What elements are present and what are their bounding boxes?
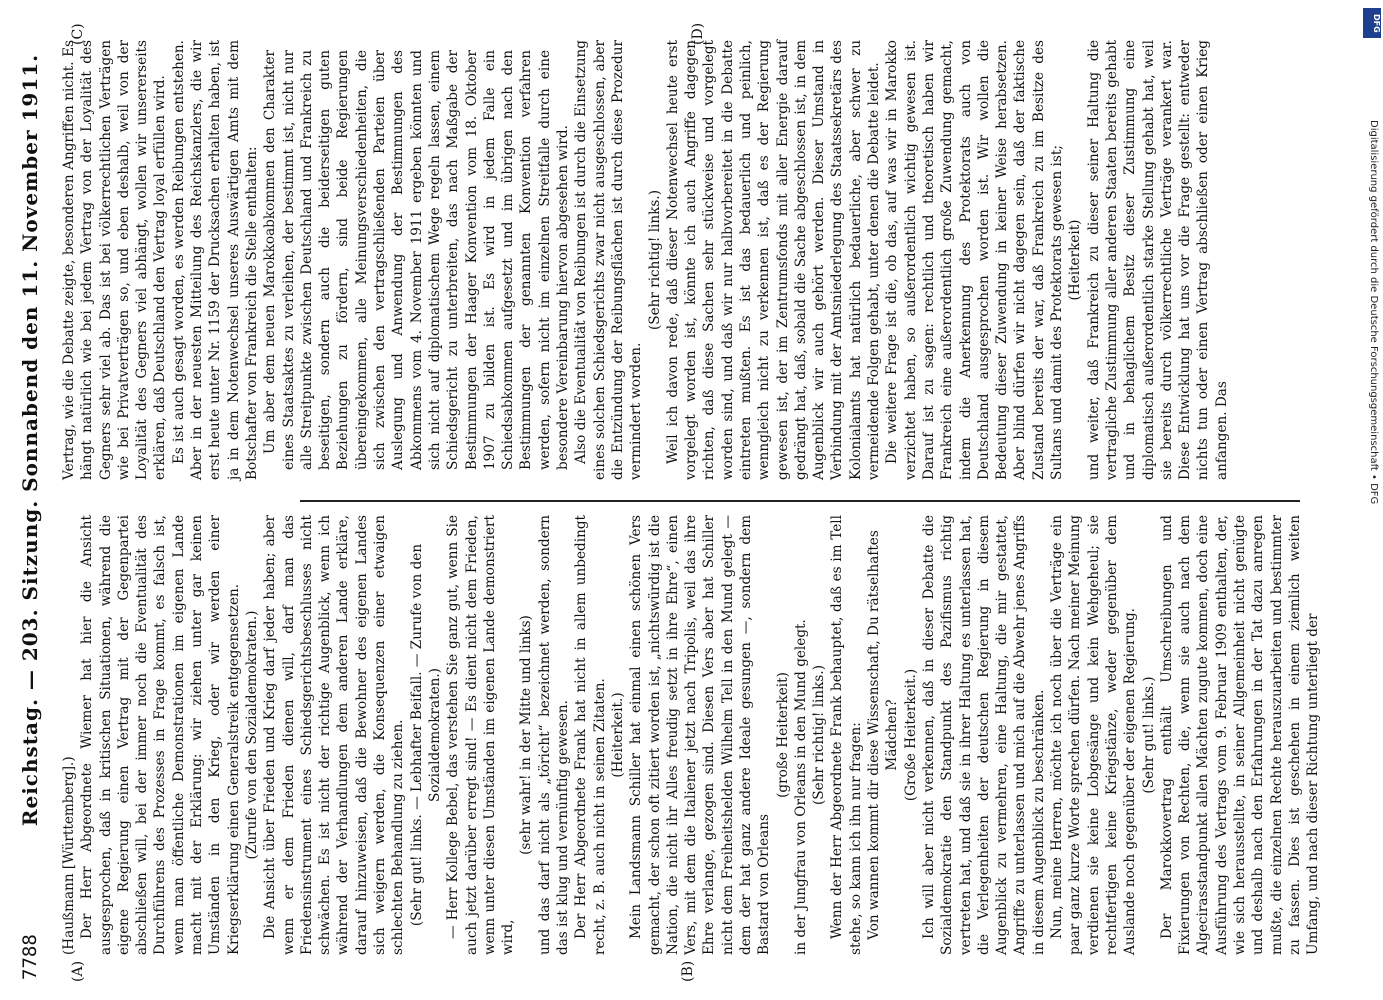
- paragraph: Der Marokkovertrag enthält Umschreibungen und Fixierungen von Rechten, die, wenn sie auch nach dem Algecirasstandpunkt allen Mächten zugute kommen, doch eine Ausführung des Vertrags vom 9. Februar 1909 enthalten, der, wie sich herausstellte, in seiner Allgemeinheit nicht genügte und deshalb nach den Erfahrungen in der Tat dazu anregen mußte, die einzelnen Rechte herauszuarbeiten und bestimmter zu fassen. Dies ist geschehen in einem ziemlich weiten Umfang, und nach dieser Richtung unterliegt der: [1158, 515, 1322, 955]
- interjection: (sehr wahr! in der Mitte und links): [518, 615, 535, 855]
- interjection: (Sehr gut! links. — Lebhafter Beifall. — Zurufe von den Sozialdemokraten.): [408, 543, 443, 927]
- paragraph: Ich will aber nicht verkennen, daß in dieser Debatte die Sozialdemokratie den Standpunkt des Pazifismus richtig vertreten hat, und daß sie in ihrer Haltung es unterlassen hat, die Verlegenheiten der deutschen Regierung in diesem Augenblick zu vermehren, eine Haltung, die mir gestattet, Angriffe zu unterlassen und mich auf die Abwehr jenes Angriffs in diesem Augenblick zu beschränken.: [920, 515, 1047, 955]
- paragraph: Der Herr Abgeordnete Wiemer hat hier die Ansicht ausgesprochen, daß in kritischen Situationen, während die eigene Regierung einen Vertrag mit der Gegenpartei abschließen will, bei der immer noch die Eventualität des Durchführens des Prozesses in Frage kommt, es falsch ist, wenn man öffentliche Demonstrationen im eigenen Lande macht mit der Erklärung: wir ziehen unter gar keinen Umständen in den Krieg, oder wir werden einer Kriegserklärung einen Generalstreik entgegensetzen.: [79, 515, 242, 955]
- page-header: [10, 30, 50, 980]
- digitization-credit: [1359, 0, 1383, 1000]
- interjection: (Zurufe von den Sozialdemokraten.): [243, 610, 260, 860]
- paragraph: Mein Landsmann Schiller hat einmal einen schönen Vers gemacht, der schon oft zitiert worden ist, „nichtswürdig ist die Nation, die nicht ihr Alles freudig setzt in ihre Ehre“, einen Vers, mit dem die Italiener jetzt nach Tripolis, weil das ihre Ehre verlange, gezogen sind. Diesen Vers aber hat Schiller nicht dem Freiheitshelden Wilhelm Tell in den Mund gelegt — dem der hat ganz andere Ideale gesungen —, sondern dem Bastard von Orleans: [628, 515, 773, 955]
- interjection: (Heiterkeit): [1067, 219, 1084, 301]
- margin-letter-c: (C): [70, 23, 86, 45]
- credit-text: Digitalisierung gefördert durch die Deutsche Forschungsgemeinschaft • DFG: [1368, 120, 1379, 505]
- column-divider: [300, 500, 1300, 502]
- margin-letter-b: (B): [680, 960, 696, 982]
- paragraph: Weil ich davon rede, daß dieser Notenwechsel heute erst vorgelegt worden ist, könnte ich auch Angriffe dagegen richten, daß diese Sachen sehr stückweise und vorgelegt worden sind, und daß wir nur halbvorbereitet in die Debatte eintreten mußten. Es ist das bedauerlich und peinlich, wenngleich nicht zu verkennen ist, daß es der Regierung gewesen ist, der im Zentrumsfonds mit aller Energie darauf gedrängt hat, daß, sobald die Sache abgeschlossen ist, in dem Augenblick wir auch gehört werden. Dieser Umstand in Verbindung mit der Amtsniederlegung des Staatssekretärs des Kolonialamts hat natürlich bedauerliche, aber schwer zu vermeidende Folgen gehabt, unter denen die Debatte leidet.: [664, 40, 883, 480]
- margin-letter-d: (D): [690, 22, 706, 45]
- margin-letter-a: (A): [70, 960, 86, 982]
- paragraph: Es ist auch gesagt worden, es werden Reibungen entstehen. Aber in der neuesten Mitteilung des Reichskanzlers, die wir erst heute unter Nr. 1159 der Drucksachen erhalten haben, ist ja in dem Notenwechsel unseres Auswärtigen Amts mit dem Botschafter von Frankreich die Stelle enthalten:: [170, 40, 260, 480]
- paragraph: Die Ansicht über Frieden und Krieg darf jeder haben; aber wenn er dem Frieden dienen will, darf man das Friedensinstrument eines Schiedsgerichtsbeschlusses nicht schwächen. Es ist nicht der richtige Augenblick, wenn ich während der Verhandlungen dem anderen Lande erkläre, darauf hinzuweisen, daß die Bewohner des eigenen Landes sich weigern werden, die Konsequenzen einer etwaigen schlechten Behandlung zu ziehen.: [262, 515, 407, 955]
- speaker-note: (Haußmann [Württemberg].): [61, 756, 77, 955]
- interjection: (Heiterkeit.): [609, 692, 626, 778]
- interjection: (Sehr richtig! links.): [811, 664, 828, 806]
- page-number: 7788: [19, 934, 41, 980]
- interjection: (Sehr gut! links.): [1140, 676, 1157, 794]
- dfg-logo-icon: DFG: [1363, 8, 1381, 38]
- paragraph: in der Jungfrau von Orleans in den Mund gelegt.: [792, 619, 809, 955]
- interjection: (große Heiterkeit): [774, 672, 791, 798]
- paragraph: Also die Eventualität von Reibungen ist durch die Einsetzung eines solchen Schiedsgerichts zwar nicht ausgeschlossen, aber die Entzündung der Reibungsflächen ist durch diese Prozedur vermindert worden.: [573, 40, 645, 480]
- paragraph: Der Herr Abgeordnete Frank hat nicht in allem unbedingt recht, z. B. auch nicht in seinen Zitaten.: [573, 515, 608, 955]
- interjection: (Große Heiterkeit.): [902, 668, 919, 802]
- quotation: Von wannen kommt dir diese Wissenschaft, Du rätselhaftes Mädchen?: [866, 530, 901, 940]
- paragraph: Die weitere Frage ist die, ob das, auf was wir in Marokko verzichtet haben, so außerordentlich wichtig gewesen ist. Darauf ist zu sagen: rechtlich und theoretisch haben wir Frankreich eine außerordentlich große Zuwendung gemacht, indem die Anerkennung des Protektorats auch von Deutschland ausgesprochen worden ist. Wir wollen die Bedeutung dieser Zuwendung in keiner Weise herabsetzen. Aber blind dürfen wir nicht dagegen sein, daß der faktische Zustand bereits der war, daß Frankreich zu im Besitze des Sultans und damit des Protektorats gewesen ist;: [884, 40, 1066, 480]
- paragraph: und weiter, daß Frankreich zu dieser seiner Haltung die vertragliche Zustimmung aller anderen Staaten bereits gehabt und in behaglichem Besitz dieser Zustimmung eine diplomatisch außerordentlich starke Stellung gehabt hat, weil sie bereits durch völkerrechtliche Verträge verankert war. Diese Entwicklung hat uns vor die Frage gestellt: entweder nichts tun oder einen Vertrag abschließen oder einen Krieg anfangen. Das: [1085, 40, 1230, 480]
- quotation: Um aber dem neuen Marokkoabkommen den Charakter eines Staatsaktes zu verleihen, der bestimmt ist, nicht nur alle Streitpunkte zwischen Deutschland und Frankreich zu beseitigen, sondern auch die beiderseitigen guten Beziehungen zu fördern, sind beide Regierungen übereingekommen, alle Meinungsverschiedenheiten, die sich zwischen den vertragschließenden Parteien über Auslegung und Anwendung der Bestimmungen des Abkommens vom 4. November 1911 ergeben könnten und sich nicht auf diplomatischem Wege regeln lassen, einem Schiedsgericht zu unterbreiten, das nach Maßgabe der Bestimmungen der Haager Konvention vom 18. Oktober 1907 zu bilden ist. Es wird in jedem Falle ein Schiedsabkommen aufgesetzt und im übrigen nach den Bestimmungen der genannten Konvention verfahren werden, sofern nicht im einzelnen Streitfalle durch eine besondere Vereinbarung hiervon abgesehen wird.: [262, 50, 572, 470]
- paragraph: Nun, meine Herren, möchte ich noch über die Verträge ein paar ganz kurze Worte sprechen dürfen. Nach meiner Meinung verdienen sie keine Lobgesänge und kein Wehgeheul; sie rechtfertigen keine Kriegstänze, weder gegenüber dem Auslande noch gegenüber der eigenen Regierung.: [1049, 515, 1139, 955]
- right-column: [60, 40, 1280, 480]
- paragraph: und das darf nicht als „töricht“ bezeichnet werden, sondern das ist klug und vernünftig gewesen.: [536, 515, 572, 955]
- interjection: (Sehr richtig! links.): [646, 189, 663, 331]
- paragraph: — Herr Kollege Bebel, das verstehen Sie ganz gut, wenn Sie auch jetzt darüber erregt sind! — Es dient nicht dem Frieden, wenn unter diesen Umständen im eigenen Lande demonstriert wird,: [445, 515, 517, 955]
- paragraph: Wenn der Herr Abgeordnete Frank behauptet, daß es im Tell stehe, so kann ich ihn nur fragen:: [829, 515, 864, 955]
- header-title: Reichstag. — 203. Sitzung. Sonnabend den 11. November 1911.: [18, 53, 42, 827]
- paragraph: Vertrag, wie die Debatte zeigte, besonderen Angriffen nicht. Es hängt natürlich wie bei jedem Vertrag von der Loyalität des Gegners sehr viel ab. Das ist bei völkerrechtlichen Verträgen wie bei Privatverträgen so, und eben deshalb, weil von der Loyalität des Gegners viel abhängt, wollen wir unsererseits erklären, daß Deutschland den Vertrag loyal erfüllen wird.: [61, 40, 169, 480]
- left-column: [60, 515, 1322, 955]
